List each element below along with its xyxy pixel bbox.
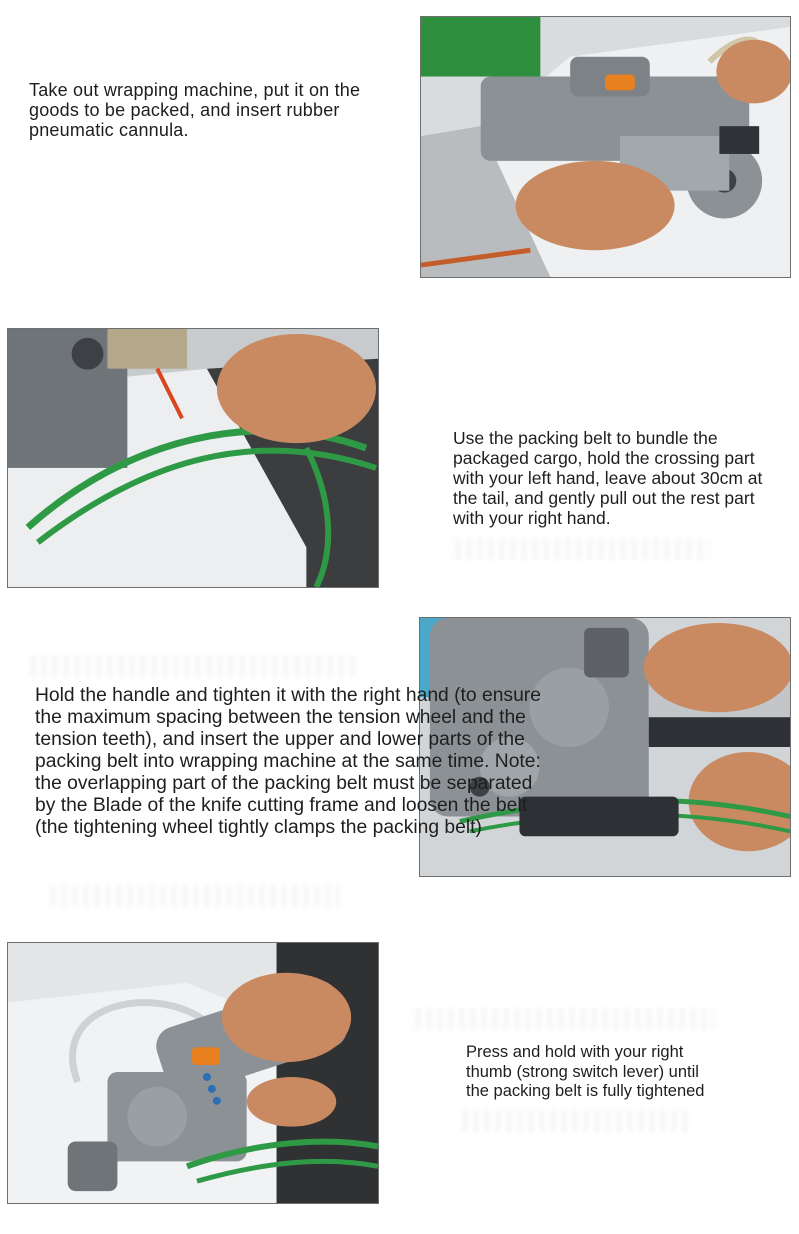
faded-background-text xyxy=(415,1008,715,1030)
pneumatic-strapping-tool-image xyxy=(421,17,790,277)
faded-background-text xyxy=(462,1110,692,1132)
step-4-caption: Press and hold with your right thumb (strong switch lever) until the packing belt is fully tightened xyxy=(466,1043,705,1100)
step-1-caption: Take out wrapping machine, put it on the goods to be packed, and insert rubber pneumatic cannula. xyxy=(29,80,361,140)
step-2-caption: Use the packing belt to bundle the packaged cargo, hold the crossing part with your left hand, leave about 30cm at the tail, and gently pull out the rest part with your right hand. xyxy=(453,428,763,528)
faded-background-text xyxy=(30,655,360,677)
step-2-photo xyxy=(7,328,379,588)
step-1-photo xyxy=(420,16,791,278)
packing-belt-bundle-image xyxy=(8,329,378,587)
step-3-caption: Hold the handle and tighten it with the right hand (to ensure the maximum spacing between the tension wheel and the tension teeth), and insert the upper and lower parts of the packing belt into wrapping machine at the same time. Note: the overlapping part of the packing belt must be separated by the Blade of the knife cutting frame and loosen the belt (the tightening wheel tightly clamps the packing belt) xyxy=(35,685,541,838)
step-4-photo xyxy=(7,942,379,1204)
tightening-lever-image xyxy=(8,943,378,1203)
faded-background-text xyxy=(455,538,710,560)
faded-background-text xyxy=(50,885,340,907)
